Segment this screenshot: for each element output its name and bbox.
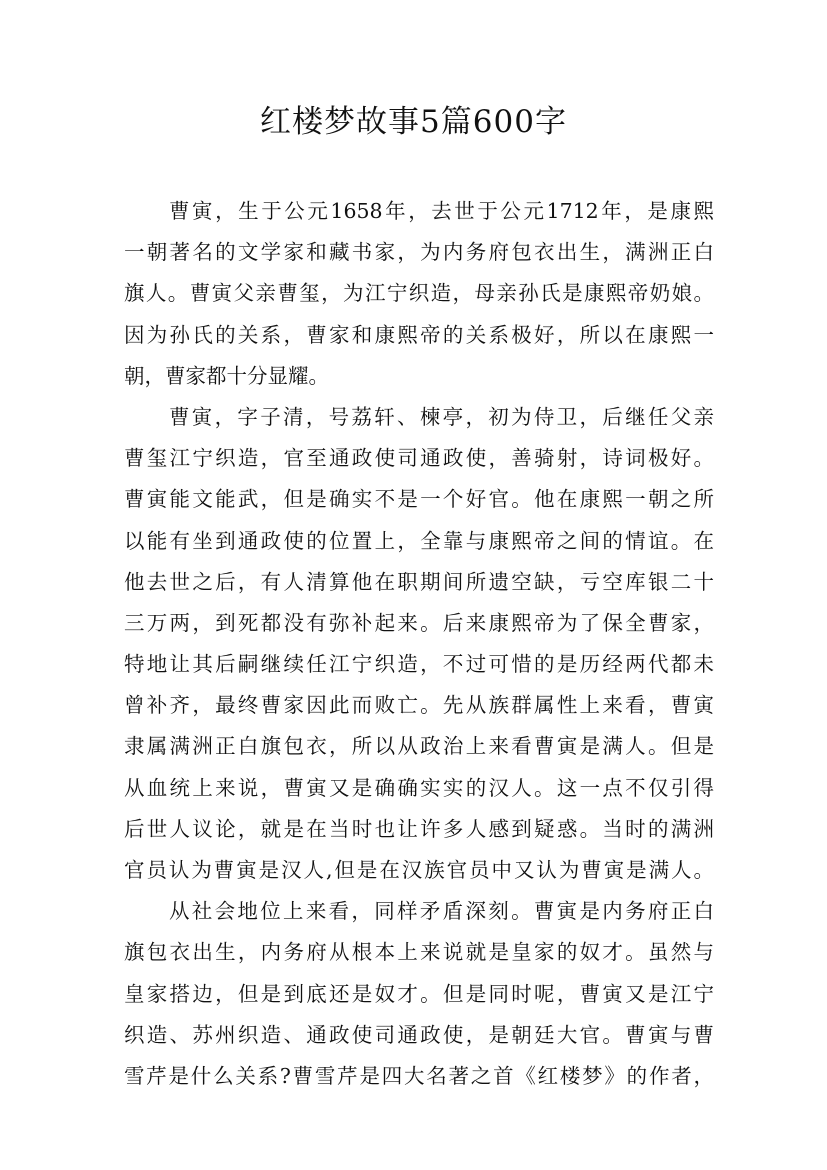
paragraph-line: 以能有坐到通政使的位置上，全靠与康熙帝之间的情谊。在 — [124, 528, 714, 553]
paragraph-line: 旗包衣出生，内务府从根本上来说就是皇家的奴才。虽然与 — [124, 940, 714, 965]
document-body — [124, 191, 714, 1097]
paragraph-line: 特地让其后嗣继续任江宁织造，不过可惜的是历经两代都未 — [124, 652, 714, 677]
paragraph-line: 后世人议论，就是在当时也让许多人感到疑惑。当时的满洲 — [124, 816, 714, 841]
paragraph-line: 曾补齐，最终曹家因此而败亡。先从族群属性上来看，曹寅 — [124, 693, 714, 718]
paragraph-line: 皇家搭边，但是到底还是奴才。但是同时呢，曹寅又是江宁 — [124, 981, 714, 1006]
paragraph-line: 因为孙氏的关系，曹家和康熙帝的关系极好，所以在康熙一 — [124, 322, 714, 347]
paragraph-line: 旗人。曹寅父亲曹玺，为江宁织造，母亲孙氏是康熙帝奶娘。 — [124, 281, 714, 306]
paragraph-line: 朝，曹家都十分显耀。 — [124, 363, 329, 388]
paragraph-1 — [124, 191, 714, 397]
paragraph-line: 曹寅能文能武，但是确实不是一个好官。他在康熙一朝之所 — [124, 487, 714, 512]
paragraph-line: 从血统上来说，曹寅又是确确实实的汉人。这一点不仅引得 — [124, 775, 714, 800]
paragraph-line: 曹寅，字子清，号荔轩、楝亭，初为侍卫，后继任父亲 — [169, 404, 714, 429]
paragraph-line: 隶属满洲正白旗包衣，所以从政治上来看曹寅是满人。但是 — [124, 734, 714, 759]
paragraph-line: 他去世之后，有人清算他在职期间所遗空缺，亏空库银二十 — [124, 569, 714, 594]
paragraph-3 — [124, 891, 714, 1097]
paragraph-line: 曹寅，生于公元1658年，去世于公元1712年，是康熙 — [169, 199, 714, 223]
paragraph-line: 织造、苏州织造、通政使司通政使，是朝廷大官。曹寅与曹 — [124, 1022, 714, 1047]
paragraph-line: 一朝著名的文学家和藏书家，为内务府包衣出生，满洲正白 — [124, 240, 714, 265]
paragraph-line: 雪芹是什么关系?曹雪芹是四大名著之首《红楼梦》的作者， — [124, 1063, 714, 1088]
paragraph-line: 官员认为曹寅是汉人,但是在汉族官员中又认为曹寅是满人。 — [124, 858, 714, 882]
paragraph-line: 曹玺江宁织造，官至通政使司通政使，善骑射，诗词极好。 — [124, 446, 714, 471]
paragraph-line: 三万两，到死都没有弥补起来。后来康熙帝为了保全曹家， — [124, 610, 714, 635]
paragraph-2 — [124, 397, 714, 891]
document-title: 红楼梦故事5篇600字 — [260, 104, 567, 140]
paragraph-line: 从社会地位上来看，同样矛盾深刻。曹寅是内务府正白 — [169, 899, 714, 924]
